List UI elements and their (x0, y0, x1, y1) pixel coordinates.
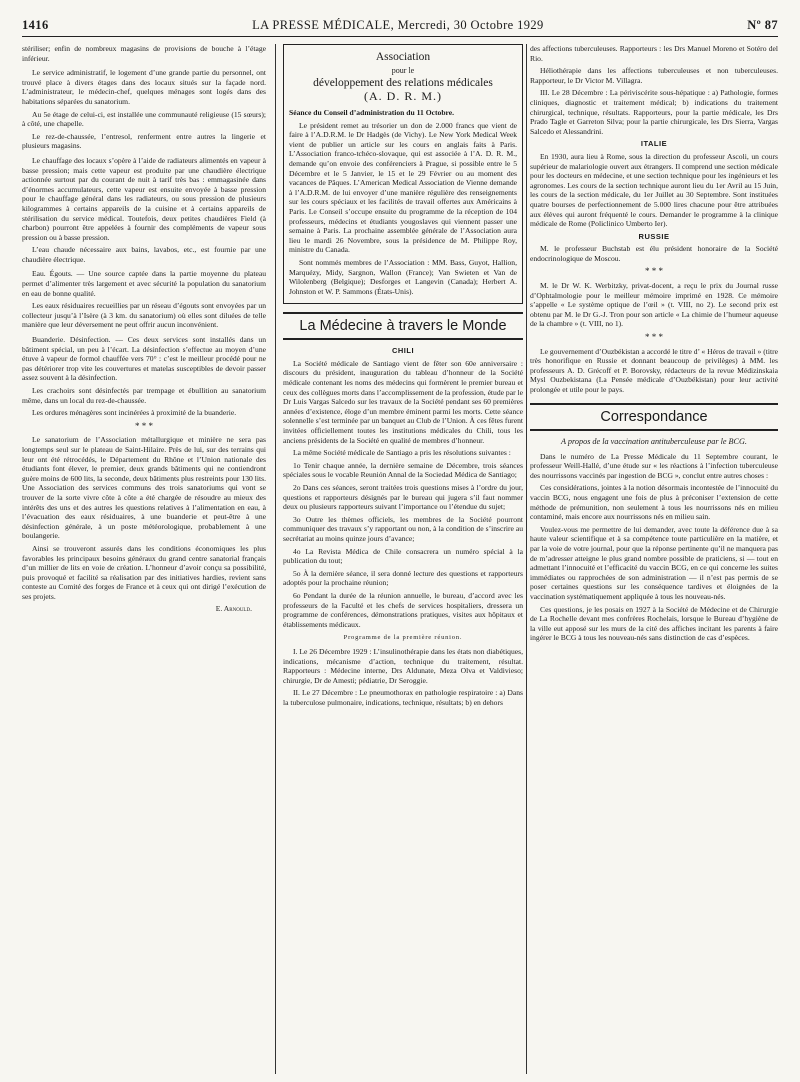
adrm-box (283, 44, 523, 304)
paragraph: La même Société médicale de Santiago a pris les résolutions suivantes : (293, 448, 511, 458)
paragraph: Les ordures ménagères sont incinérées à proximité de la buanderie. (32, 408, 237, 418)
country-heading: CHILI (391, 346, 415, 356)
paragraph: II. Le 27 Décembre : Le pneumothorax en pathologie respiratoire : a) Dans la tuberculose pulmonaire, indications, technique, résultats; b) en dehors (283, 688, 523, 707)
paragraph: 5o À la dernière séance, il sera donné lecture des questions et rapporteurs adoptés pour la prochaine réunion; (283, 568, 523, 588)
paragraph: III. Le 28 Décembre : La périviscérite sous-hépatique : a) Pathologie, formes cliniques, diagnostic et traitement médical; b) indications du traitement chirurgical, technique, résultats. Rapporteurs, pour la partie médicale, les Drs Prado Tagle et Garreton Silva; pour la partie chirurgicale, les Drs Sierra, Vargas Salcedo et Alessandrini. (530, 88, 778, 136)
column-1 (22, 44, 266, 1074)
section-heading: La Médecine à travers le Monde (283, 312, 523, 340)
session-heading: Séance du Conseil d’administration du 11 Octobre. (289, 108, 455, 117)
article-subtitle: A propos de la vaccination antituberculeuse par le BCG. (561, 436, 747, 446)
page-number: 1416 (22, 17, 49, 32)
box-title-line: Association (375, 51, 431, 63)
paragraph: Le chauffage des locaux s’opère à l’aide de radiateurs alimentés en vapeur à basse pression; mais cette vapeur est produite par une chaudière électrique actionnée surtout par du courant de nuit à tarif très bas : emmagasinée dans d’énormes accumulateurs, cette vapeur est ensuite envoyée à basse pression pour le chauffage général dans les radiateurs, ou sous pression de plusieurs kilogrammes à certains appareils de la cuisine et à certains appareils de stérilisation du service médical. Toutefois, deux petites chaudières Field (à charbon) pourront être appelées à fournir des compléments de vapeur sous pression ou à basse pression. (22, 155, 266, 242)
paragraph: Héliothérapie dans les affections tuberculeuses et non tuberculeuses. Rapporteur, le Dr Victor M. Villagra. (530, 66, 778, 85)
page-header (22, 14, 778, 37)
paragraph: Sont nommés membres de l’Association : MM. Bass, Guyot, Hallion, Marquézy, Midy, Sargnon, Wallon (France); Van Swieten et Van de Wilolenberg (Belgique); Desforges et Langevin (Canada); Herbert A. Johnston et W. P. Sammons (États-Unis). (289, 257, 517, 296)
column-rule (275, 44, 276, 1074)
country-heading: ITALIE (640, 139, 668, 149)
paragraph: 3o Outre les thèmes officiels, les membres de la Société pourront communiquer des travaux s’y rapportant ou non, à la condition de s’inscrire au secrétariat au moins quinze jours d’avance; (283, 514, 523, 543)
author-signature: E. Arnould. (215, 604, 252, 614)
paragraph: Le président remet au trésorier un don de 2.000 francs que vient de faire à l’A.D.R.M. le Dr Hadgès (de Vichy). Le New York Medical Week vient de publier un article sur les cours en anglais faits à Paris. L’Association franco-tchéco-slovaque, qui est associée à l’A. D. R. M., demande qu’on envoie des conférenciers à Prague, si possible entre le 5 Décembre et le 5 Janvier, le 15 et le 29 Février ou au moment des vacances de Pâques. L’American Medical Association de Vienne demande à l’A.D.R.M. de lui envoyer d’une manière régulière des renseignements sur les cours spéciaux et les facilités de travail offertes aux Américains à Paris. Le Conseil s’occupe ensuite du programme de la réception de 104 professeurs, médecins et étudiants yougoslaves qui viennent passer une semaine à Paris. La prochaine assemblée générale de l’Association aura lieu le mardi 26 Novembre, sous la présidence de M. Philippe Roy, ministre du Canada. (289, 120, 517, 255)
paragraph: Voulez-vous me permettre de lui demander, avec toute la déférence due à sa haute valeur scientifique et à sa compétence toute particulière en la matière, et par la voie de votre journal, pour que la réponse pertinente qu’il ne manquera pas de m’adresser atteigne le plus grand nombre possible de praticiens, si — tout en admettant l’innocuité et l’efficacité du vaccin BCG, en ce qui concerne les suites immédiates ou rapprochées de son administration — il n’est pas permis de se poser certaines questions sur les conséquence tardives et éloignées de la vaccination systématiquement appliquée à tous les nouveau-nés. (530, 524, 778, 601)
issue-number: Nº 87 (747, 17, 778, 32)
paragraph: Buanderie. Désinfection. — Ces deux services sont installés dans un bâtiment spécial, un peu à l’écart. La désinfection s’effectue au moyen d’une étuve à vapeur de formol chauffée vers 70° : c’est le meilleur procédé pour ne pas détériorer trop vite les couvertures et matelas susceptibles de devoir passer assez souvent à la désinfection. (22, 335, 266, 383)
box-title-line: pour le (391, 66, 415, 75)
section-heading: Correspondance (530, 403, 778, 431)
paragraph: 2o Dans ces séances, seront traitées trois questions mises à l’ordre du jour, questions et rapporteurs désignés par le bureau qui jugera s’il faut nommer deux ou plusieurs rapporteurs suivant l’importance ou l’étendue du sujet; (283, 483, 523, 512)
paragraph: des affections tuberculeuses. Rapporteurs : les Drs Manuel Moreno et Sotéro del Rio. (530, 44, 778, 63)
paragraph: L’eau chaude nécessaire aux bains, lavabos, etc., est fournie par une chaudière électrique. (22, 245, 266, 264)
paragraph: Dans le numéro de La Presse Médicale du 11 Septembre courant, le professeur Weill-Hallé, d’une étude sur « les réactions à l’infection tuberculeuse des nourrissons vaccinés par ingestion de BCG », conclut entre autres choses : (530, 451, 778, 480)
box-title-line: développement des relations médicales (313, 77, 493, 89)
program-heading: Programme de la première réunion. (343, 634, 463, 642)
paragraph: 4o La Revista Médica de Chile consacrera un numéro spécial à la publication du tout; (283, 546, 523, 566)
paragraph: La Société médicale de Santiago vient de fêter son 60e anniversaire : discours du président, inauguration du tableau d’honneur de la Société médicale contenant les noms des médecins qui formèrent le premier bureau et ceux des collègues morts dans l’accomplissement de la profession, étude par le Dr Luis Vargas Salcedo sur les travaux de la Société pendant ses 60 premières années d’existence, éloge d’un membre éminent parmi les morts. Cette séance solennelle s’est terminée par un banquet au Club de l’Union. À ces fêtes furent invitées officiellement toutes les institutions médicales du Chili, tous les anciens présidents de la Société en qualité de membres d’honneur. (283, 358, 523, 445)
quoted-paragraph: Ces considérations, jointes à la notion désormais incontestée de l’innocuité du vaccin BCG, nous engagent une fois de plus à préconiser l’extension de cette méthode de prémunition, non seulement à tous les nourrissons nés en milieu contaminé, mais encore aux nourrissons nés en milieu sain. (530, 483, 778, 522)
paragraph: 1o Tenir chaque année, la dernière semaine de Décembre, trois séances spéciales sous le vocable Reunión Annal de la Sociedad Médica de Santiago; (283, 460, 523, 480)
paragraph: M. le Dr W. K. Werbitzky, privat-docent, a reçu le prix du Journal russe d’Ophtalmologie pour le meilleur mémoire imprimé en 1928. Ce mémoire s’appelle « Le système optique de l’œil » (t. VIII, no 2). Le second prix est obtenu par M. le Dr G.-J. Tron pour son article « La chimie de l’humeur aqueuse de la chambre » (t. VIII, no 1). (530, 281, 778, 329)
journal-title: LA PRESSE MÉDICALE, Mercredi, 30 Octobre 1929 (252, 17, 544, 32)
paragraph: Ces questions, je les posais en 1927 à la Société de Médecine et de Chirurgie de La Rochelle devant mes confrères Rochelais, lorsque le Bureau d’hygiène de la ville eut apposé sur les murs de la cité des affiches incitant les parents à faire ingérer le BCG à tous les nouveau-nés sans distinction de cas d’espèces. (530, 604, 778, 643)
paragraph: Les crachoirs sont désinfectés par trempage et ébullition au sanatorium même, dans un local du rez-de-chaussée. (22, 386, 266, 405)
paragraph: Eau. Égouts. — Une source captée dans la partie moyenne du plateau permet d’alimenter très largement et avec sécurité la population du sanatorium en eau de bonne qualité. (22, 269, 266, 298)
column-rule (526, 44, 527, 1074)
paragraph: stériliser; enfin de nombreux magasins de provisions de bouche à l’étage inférieur. (22, 44, 266, 63)
section-separator: * * * (645, 266, 663, 277)
paragraph: M. le professeur Buchstab est élu président honoraire de la Société endocrinologique de Moscou. (530, 244, 778, 263)
column-3 (530, 44, 778, 1074)
box-title-line: (A. D. R. M.) (364, 89, 442, 103)
paragraph: En 1930, aura lieu à Rome, sous la direction du professeur Ascoli, un cours supérieur de malariologie ouvert aux étrangers. Il comprend une section médicale pour les docteurs en médecine, et une section technique pour les ingénieurs et les agronomes. Les cours de la section technique auront lieu du 1er Avril au 15 Juin, les cours de la section médicale, du 1er Juillet au 30 Septembre. Sont instituées quatre bourses de perfectionnement de 5.000 lires chacune pour être attribuées aux élèves qui auront fréquenté le cours. Demander le programme à la clinique médicale de Rome (Policlinico Umberto Ier). (530, 151, 778, 229)
box-title (289, 51, 517, 103)
paragraph: Le service administratif, le logement d’une grande partie du personnel, ont trouvé place à divers étages dans des locaux situés sur la façade nord. L’administrateur, le médecin-chef, quelques ménages sont logés dans des habitations séparées du sanatorium. (22, 68, 266, 106)
paragraph: Au 5e étage de celui-ci, est installée une communauté religieuse (15 sœurs); à côté, une chapelle. (22, 109, 266, 129)
country-heading: RUSSIE (638, 231, 670, 241)
column-2 (283, 44, 523, 1074)
paragraph: Le gouvernement d’Ouzbékistan a accordé le titre d’ « Héros de travail » (titre très honorifique en Russie et donnant beaucoup de privilèges) à MM. les professeurs A. D. Grécoff et P. Borovsky, rédacteurs de la revue Médizinskaia Mysl Ouzbekistana (La Pensée médicale d’Ouzbékistan) pour leur activité prolongée et utile pour le pays. (530, 346, 778, 394)
paragraph: Ainsi se trouveront assurés dans les conditions économiques les plus favorables les principaux besoins généraux du grand centre sanatorial français d’un millier de lits en voie de création. L’honneur d’avoir conçu sa possibilité, puis provoqué et facilité sa réalisation par des initiatives hardies, revient sans conteste au Comité des forges de France et à ceux qui ont dirigé l’exécution de ses projets. (22, 543, 266, 601)
paragraph: 6o Pendant la durée de la réunion annuelle, le bureau, d’accord avec les professeurs de la Faculté et les chefs de services hospitaliers, dressera un programme de conférences, démonstrations pratiques, visites aux hôpitaux et établissements médicaux. (283, 590, 523, 629)
paragraph: Le rez-de-chaussée, l’entresol, renferment entre autres la lingerie et plusieurs magasins. (22, 131, 266, 151)
paragraph: Le sanatorium de l’Association métallurgique et minière ne sera pas longtemps seul sur le plateau de Saint-Hilaire. Près de lui, sur des terrains qui leur ont été rétrocédés, le Département du Rhône et l’Union nationale des étudiants font élever, le premier, deux grands bâtiments qui ne contiendront guère moins de 600 lits, la seconde, deux bâtiments plus restreints pour 130 lits. Une Association des services communs des trois sanatoriums qui vont se trouver de la sorte vivre côte à côte a été chargée de résoudre au mieux des intérêts des uns et des autres les questions relatives à l’alimentation en eau, à l’évacuation des eaux résiduaires, à une buanderie et peut-être à une désinfection générale, à un poste météorologique, probablement à une boulangerie. (22, 435, 266, 541)
paragraph: Les eaux résiduaires recueillies par un réseau d’égouts sont envoyées par un collecteur jusqu’à l’Isère (à 3 km. du sanatorium) où elles sont diluées de telle manière que leur déversement ne peut offrir aucun inconvénient. (22, 301, 266, 330)
paragraph: I. Le 26 Décembre 1929 : L’insulinothérapie dans les états non diabétiques, indications, mécanisme d’action, technique du traitement, résultat. Rapporteurs : Médecine interne, Drs Aldunate, Meza Olva et Valdivieso; chirurgie, Dr de Amesti; pédiatrie, Dr Seroggie. (283, 646, 523, 685)
section-separator: * * * (645, 332, 663, 343)
section-separator: * * * (135, 420, 153, 431)
